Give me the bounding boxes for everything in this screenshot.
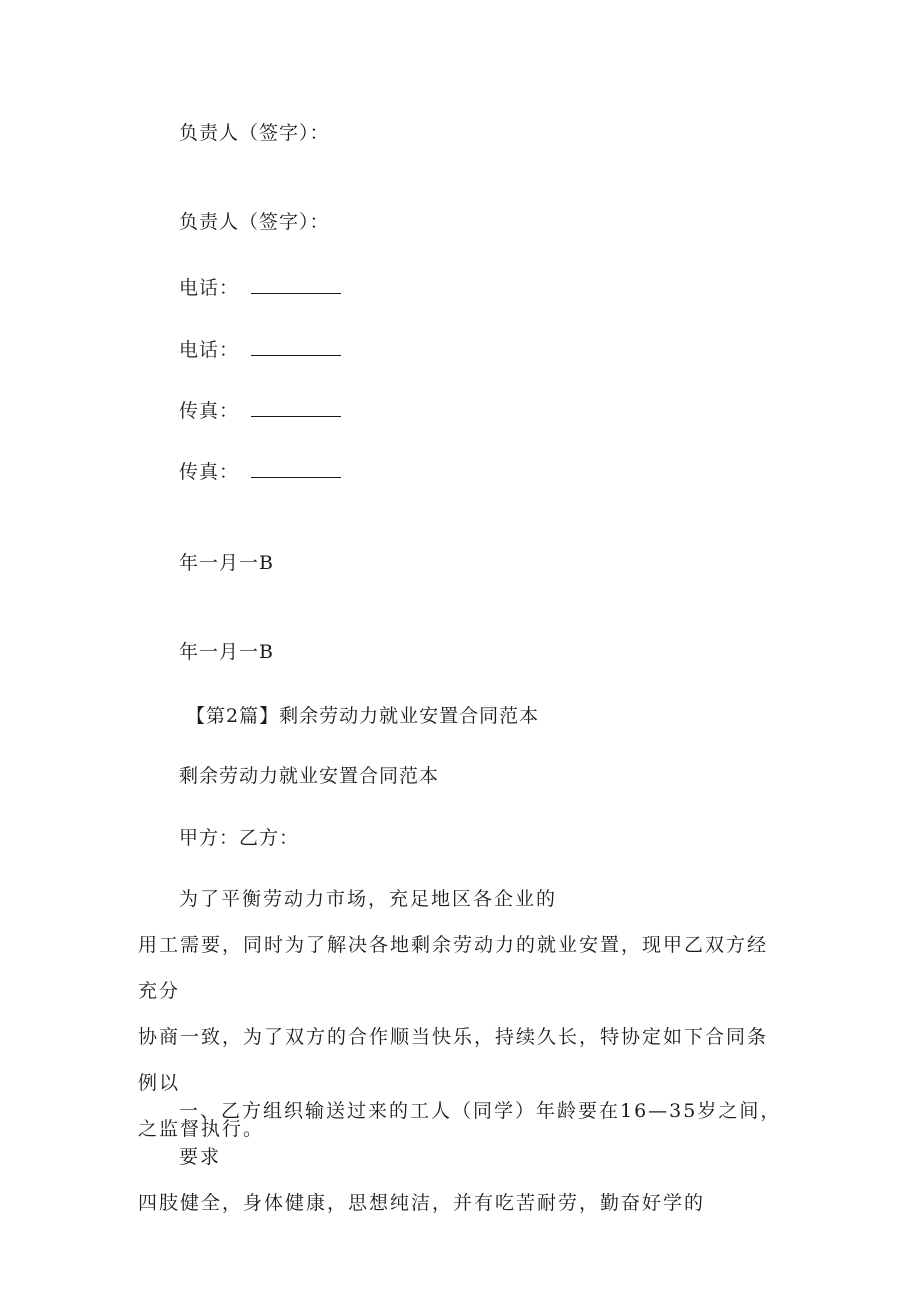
fax-label: 传真： xyxy=(179,400,240,422)
responsible-signature-label: 负责人（签字）： xyxy=(179,211,330,233)
clause-line: 四肢健全，身体健康，思想纯洁，并有吃苦耐劳，勤奋好学的 xyxy=(138,1192,706,1214)
fax-field xyxy=(179,399,341,423)
phone-blank-line xyxy=(251,339,341,356)
fax-blank-line xyxy=(251,461,341,478)
phone-blank-line xyxy=(251,277,341,294)
fax-label: 传真： xyxy=(179,461,240,483)
intro-line: 为了平衡劳动力市场，充足地区各企业的 xyxy=(179,888,558,910)
phone-field xyxy=(179,338,341,362)
clause-1-paragraph xyxy=(138,1088,788,1226)
phone-label: 电话： xyxy=(179,277,240,299)
contract-title: 剩余劳动力就业安置合同范本 xyxy=(179,765,440,787)
phone-field xyxy=(179,276,341,300)
clause-line: 一、乙方组织输送过来的工人（同学）年龄要在16—35岁之间，要求 xyxy=(179,1100,782,1168)
intro-line: 协商一致，为了双方的合作顺当快乐，持续久长，特协定如下合同条例以 xyxy=(138,1026,769,1094)
phone-label: 电话： xyxy=(179,339,240,361)
parties-line: 甲方：乙方： xyxy=(179,827,300,849)
intro-line: 用工需要，同时为了解决各地剩余劳动力的就业安置，现甲乙双方经充分 xyxy=(138,934,769,1002)
fax-field xyxy=(179,460,341,484)
date-line: 年一月一B xyxy=(179,641,274,663)
fax-blank-line xyxy=(251,400,341,417)
responsible-signature-label: 负责人（签字）： xyxy=(179,122,330,144)
intro-line: 之监督执行。 xyxy=(138,1118,265,1140)
section-heading: 【第2篇】剩余劳动力就业安置合同范本 xyxy=(186,705,540,727)
date-line: 年一月一B xyxy=(179,552,274,574)
